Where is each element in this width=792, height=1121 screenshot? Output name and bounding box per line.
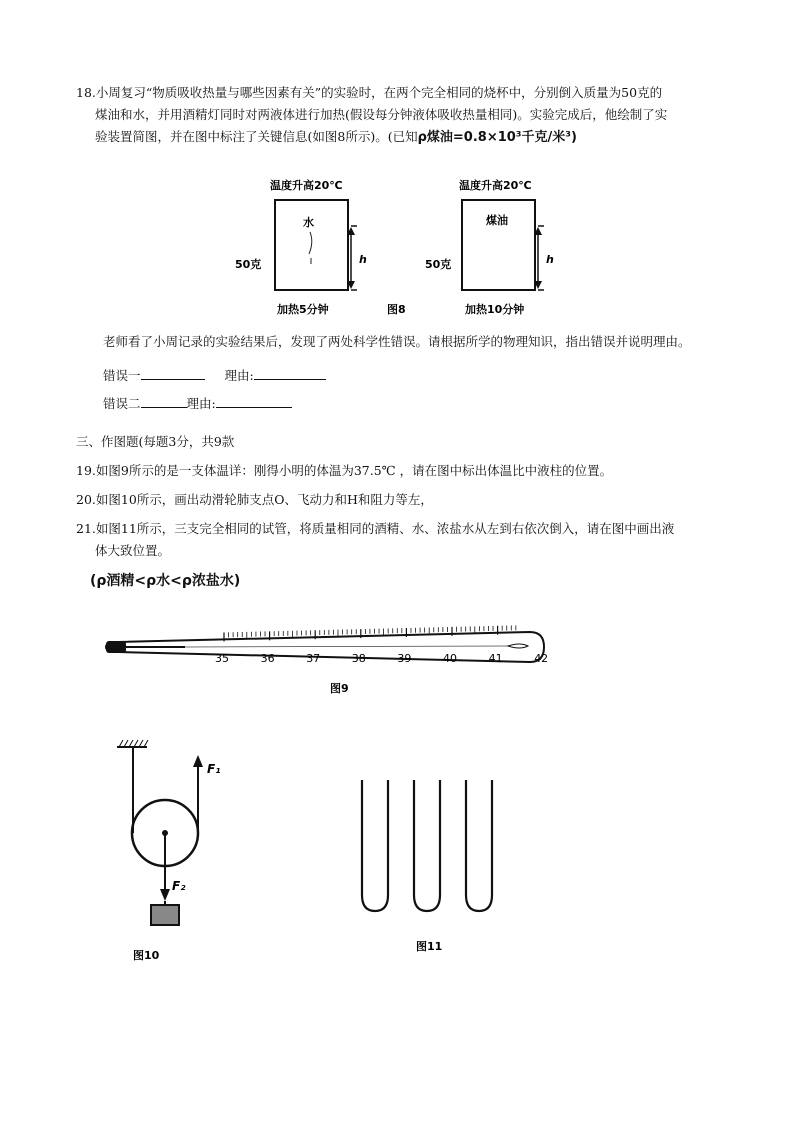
q18-teacher-text: 老师看了小周记录的实验结果后，发现了两处科学性错误。请根据所学的物理知识，指出错误并说明理由。 <box>103 334 691 349</box>
fig8-right-bottom-label: 加热10分钟 <box>465 303 525 316</box>
thermometer-tick-label: 40 <box>443 652 457 665</box>
fig8-right-h-label: h <box>546 253 554 266</box>
fig8-left-h-label: h <box>359 253 367 266</box>
test-tube-middle <box>414 780 440 911</box>
fig8-right-inner-label: 煤油 <box>486 214 508 227</box>
error1-label: 错误一 <box>103 368 141 383</box>
q21-line2: 体大致位置。 <box>95 543 171 558</box>
figure-10-pulley <box>105 735 255 965</box>
fig8-caption: 图8 <box>387 303 406 316</box>
test-tube-right <box>466 780 492 911</box>
q20-text: 20.如图10所示，画出动滑轮肺支点O、飞动力和H和阻力等左， <box>76 492 433 507</box>
q18-error1-row <box>103 366 326 385</box>
fig10-caption: 图10 <box>133 949 160 962</box>
thermometer-tick-label: 38 <box>351 652 366 665</box>
water-sketch-mark <box>309 232 312 254</box>
reason1-label: 理由: <box>224 368 254 383</box>
figure-11-test-tubes <box>350 775 510 960</box>
q18-line2: 煤油和水，并用酒精灯同时对两液体进行加热(假设每分钟液体吸收热量相同)。实验完成后，他绘制了实 <box>95 107 668 122</box>
density-note: (ρ酒精<ρ水<ρ浓盐水) <box>90 573 241 589</box>
q18-line3 <box>95 128 577 147</box>
ceiling-hatch <box>119 740 148 747</box>
kerosene-density-formula: ρ煤油=0.8×10³千克/米³) <box>417 130 577 145</box>
error2-blank[interactable] <box>141 394 187 408</box>
f1-label: F₁ <box>207 762 221 776</box>
q18-error2-row <box>103 394 292 413</box>
fig8-left-inner-label: 水 <box>303 216 314 229</box>
thermometer-bulb <box>106 641 126 653</box>
f2-label: F₂ <box>172 879 186 893</box>
weight-block <box>151 905 179 925</box>
thermometer-tick-label: 36 <box>260 652 275 665</box>
figure-8 <box>225 172 575 322</box>
fig8-left-bottom-label: 加热5分钟 <box>277 303 329 316</box>
thermometer-tick-label: 41 <box>488 652 503 665</box>
test-tube-left <box>362 780 388 911</box>
thermometer-tick-label: 39 <box>397 652 412 665</box>
thermometer-tick-label: 35 <box>215 652 229 665</box>
reason1-blank[interactable] <box>254 366 326 380</box>
thermometer-tick-label: 42 <box>534 652 549 665</box>
thermometer-tick-label: 37 <box>306 652 321 665</box>
f1-arrowhead <box>193 755 203 767</box>
error1-blank[interactable] <box>141 366 205 380</box>
section3-heading: 三、作图题(每题3分，共9款 <box>76 434 235 449</box>
fig8-right-top-label: 温度升高20℃ <box>459 179 532 192</box>
reason2-blank[interactable] <box>216 394 292 408</box>
beaker-water <box>275 200 357 290</box>
fig8-left-mass-label: 50克 <box>235 258 262 271</box>
fig8-left-top-label: 温度升高20℃ <box>270 179 343 192</box>
figure-9-thermometer <box>100 620 550 700</box>
reason2-label: 理由: <box>186 396 216 411</box>
q18-line3-text: 验装置简图，并在图中标注了关键信息(如图8所示)。(已知 <box>95 129 418 144</box>
q21-line1: 21.如图11所示，三支完全相同的试管，将质量相同的酒精、水、浓盐水从左到右依次倒入，请在图中画出液 <box>76 521 675 536</box>
error2-label: 错误二 <box>103 396 141 411</box>
f2-arrowhead <box>160 889 170 901</box>
fig9-caption: 图9 <box>330 682 349 695</box>
q18-line1: 18.小周复习“物质吸收热量与哪些因素有关”的实验时，在两个完全相同的烧杯中，分别倒入质量为50克的 <box>76 85 663 100</box>
q19-text: 19.如图9所示的是一支体温详：刚得小明的体温为37.5℃ ，请在图中标出体温比中液柱的位置。 <box>76 463 613 478</box>
fig11-caption: 图11 <box>416 940 443 953</box>
fig8-right-mass-label: 50克 <box>425 258 452 271</box>
